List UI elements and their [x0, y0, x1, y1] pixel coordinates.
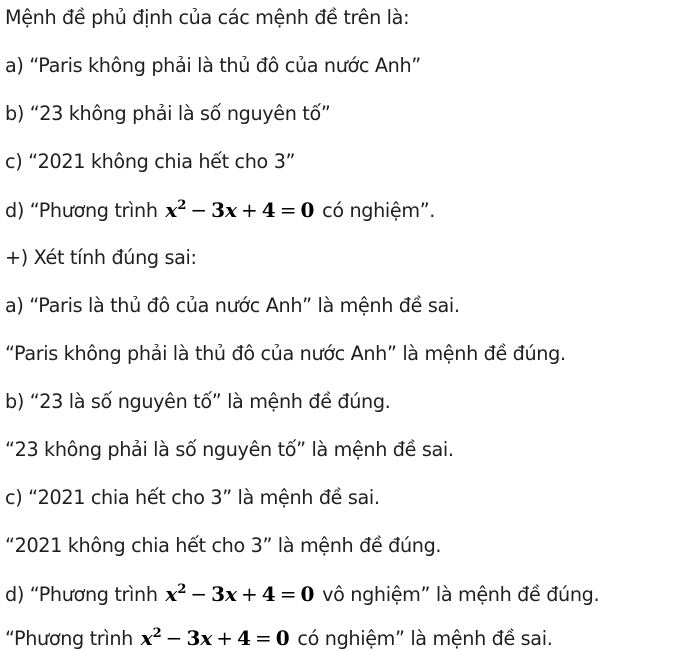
truth-b-negation: “23 không phải là số nguyên tố” là mệnh đề sai.: [5, 438, 454, 461]
truth-c-negation: “2021 không chia hết cho 3” là mệnh đề đúng.: [5, 534, 442, 557]
truth-d-original-prefix: d) “Phương trình: [5, 583, 164, 606]
negation-d-prefix: d) “Phương trình: [5, 199, 164, 222]
negation-c: c) “2021 không chia hết cho 3”: [5, 150, 296, 173]
equation-formula: $x^2 - 3x + 4 = 0$: [165, 198, 315, 222]
truth-d-negation-prefix: “Phương trình: [5, 627, 139, 650]
truth-b-original: b) “23 là số nguyên tố” là mệnh đề đúng.: [5, 390, 391, 413]
truth-a-original: a) “Paris là thủ đô của nước Anh” là mệnh đề sai.: [5, 294, 460, 317]
truth-a-negation: “Paris không phải là thủ đô của nước Anh” là mệnh đề đúng.: [5, 342, 566, 365]
truth-d-original: [5, 582, 599, 607]
truth-d-negation: [5, 626, 552, 651]
equation-formula: $x^2 - 3x + 4 = 0$: [140, 626, 290, 650]
truth-d-negation-suffix: có nghiệm” là mệnh đề sai.: [291, 627, 553, 650]
truth-d-original-suffix: vô nghiệm” là mệnh đề đúng.: [316, 583, 600, 606]
negation-d: [5, 198, 435, 223]
negation-d-suffix: có nghiệm”.: [316, 199, 436, 222]
truth-heading: +) Xét tính đúng sai:: [5, 246, 197, 269]
negation-b: b) “23 không phải là số nguyên tố”: [5, 102, 331, 125]
negation-a: a) “Paris không phải là thủ đô của nước Anh”: [5, 54, 421, 77]
equation-formula: $x^2 - 3x + 4 = 0$: [165, 582, 315, 606]
intro-text: Mệnh đề phủ định của các mệnh đề trên là:: [5, 6, 410, 29]
truth-c-original: c) “2021 chia hết cho 3” là mệnh đề sai.: [5, 486, 380, 509]
